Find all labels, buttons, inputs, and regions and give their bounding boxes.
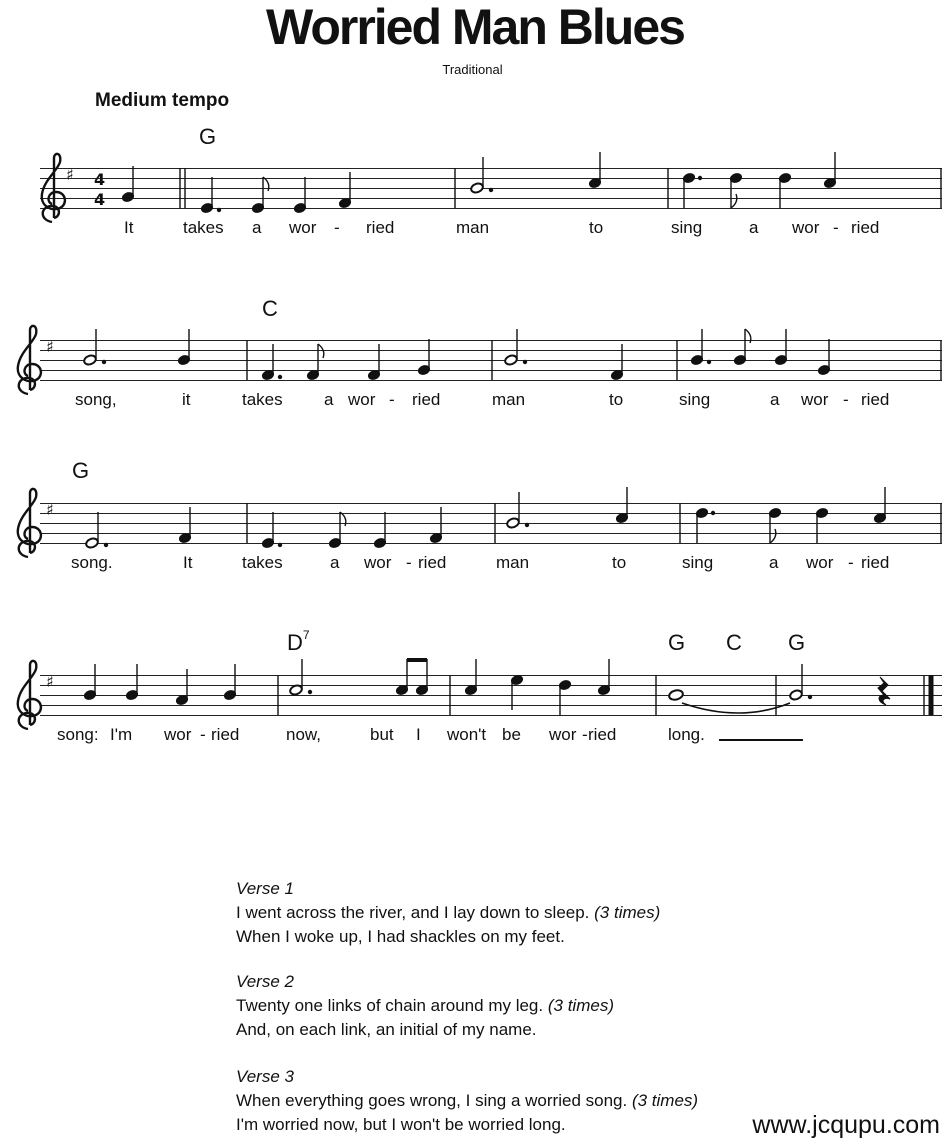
treble-clef-icon xyxy=(42,154,65,222)
lyric-syllable: ried xyxy=(211,725,240,744)
lyric-hyphen: - xyxy=(582,725,588,744)
chord-symbol xyxy=(287,630,310,656)
time-signature-bottom: 4 xyxy=(94,190,106,209)
lyric-syllable: takes xyxy=(242,553,283,572)
lyric-syllable: ried xyxy=(861,390,890,409)
quarter-rest-icon xyxy=(878,677,890,705)
note xyxy=(85,537,99,549)
verse-text: When everything goes wrong, I sing a worried song. xyxy=(236,1091,628,1110)
lyric-hyphen: - xyxy=(406,553,412,572)
verse-text: I'm worried now, but I won't be worried long. xyxy=(236,1115,566,1134)
verse-line xyxy=(236,1113,698,1137)
lyric-line xyxy=(0,390,950,414)
repeat-note: (3 times) xyxy=(631,1091,699,1110)
lyric-syllable: to xyxy=(612,553,627,572)
verse-1 xyxy=(236,877,660,949)
lyric-syllable: sing xyxy=(682,553,714,572)
key-signature-sharp: ♯ xyxy=(66,165,74,184)
lyric-syllable: ried xyxy=(412,390,441,409)
lyric-syllable: long. xyxy=(668,725,705,744)
lyric-syllable: wor xyxy=(364,553,392,572)
lyric-syllable: song, xyxy=(75,390,117,409)
treble-clef-icon xyxy=(18,661,41,729)
verse-2 xyxy=(236,970,614,1042)
key-signature-sharp: ♯ xyxy=(46,500,54,519)
lyric-syllable: wor xyxy=(348,390,376,409)
lyric-syllable: ried xyxy=(861,553,890,572)
lyric-syllable: man xyxy=(456,218,490,237)
verse-line xyxy=(236,994,614,1018)
treble-clef-icon xyxy=(18,489,41,557)
note xyxy=(83,354,97,366)
verse-3 xyxy=(236,1065,698,1137)
lyric-syllable: ried xyxy=(588,725,617,744)
lyric-syllable: now, xyxy=(286,725,321,744)
time-signature-top: 4 xyxy=(94,170,106,189)
note xyxy=(470,182,484,194)
verse-text: Twenty one links of chain around my leg. xyxy=(236,996,544,1015)
repeat-note: (3 times) xyxy=(547,996,614,1015)
note xyxy=(506,517,520,529)
watermark-link[interactable]: www.jcqupu.com xyxy=(752,1111,940,1139)
note xyxy=(668,689,684,701)
lyric-extender-line xyxy=(719,739,803,741)
lyric-syllable: wor xyxy=(289,218,317,237)
lyric-hyphen: - xyxy=(843,390,849,409)
lyric-line xyxy=(0,218,950,242)
lyric-hyphen: - xyxy=(833,218,839,237)
chord-symbol: G xyxy=(788,630,806,655)
lyric-syllable: a xyxy=(330,553,340,572)
lyric-syllable: ried xyxy=(851,218,880,237)
lyric-syllable: I'm xyxy=(110,725,133,744)
verse-line xyxy=(236,1018,614,1042)
verse-line xyxy=(236,925,660,949)
lyric-hyphen: - xyxy=(334,218,340,237)
verse-text: When I woke up, I had shackles on my feet. xyxy=(236,927,565,946)
lyric-syllable: a xyxy=(252,218,262,237)
lyric-syllable: wor xyxy=(164,725,192,744)
repeat-note: (3 times) xyxy=(594,903,661,922)
lyric-syllable: man xyxy=(496,553,530,572)
key-signature-sharp: ♯ xyxy=(46,337,54,356)
chord-symbol: G xyxy=(72,458,90,483)
tie xyxy=(682,703,790,713)
verse-label: Verse 2 xyxy=(236,972,294,991)
verse-text: I went across the river, and I lay down to sleep. xyxy=(236,903,590,922)
chord-symbol: G xyxy=(668,630,686,655)
chord-root: D xyxy=(287,630,303,655)
lyric-syllable: wor xyxy=(806,553,834,572)
lyric-syllable: but xyxy=(370,725,394,744)
lyric-syllable: song. xyxy=(71,553,113,572)
lyric-syllable: sing xyxy=(671,218,703,237)
lyric-syllable: I xyxy=(416,725,421,744)
chord-symbol: G xyxy=(199,124,217,149)
lyric-syllable: It xyxy=(124,218,134,237)
lyric-syllable: to xyxy=(609,390,624,409)
lyric-syllable: wor xyxy=(801,390,829,409)
lyric-syllable: to xyxy=(589,218,604,237)
lyric-syllable: won't xyxy=(447,725,487,744)
verse-line xyxy=(236,1089,698,1113)
lyric-syllable: It xyxy=(183,553,193,572)
lyric-syllable: man xyxy=(492,390,526,409)
key-signature-sharp: ♯ xyxy=(46,672,54,691)
lyric-syllable: ried xyxy=(366,218,395,237)
note xyxy=(789,689,803,701)
song-title: Worried Man Blues xyxy=(266,0,684,55)
lyric-hyphen: - xyxy=(200,725,206,744)
chord-extension: 7 xyxy=(302,628,310,642)
treble-clef-icon xyxy=(18,326,41,394)
lyric-hyphen: - xyxy=(848,553,854,572)
lyric-line xyxy=(0,725,950,749)
verse-label: Verse 1 xyxy=(236,879,294,898)
verse-line xyxy=(236,901,660,925)
lyric-syllable: a xyxy=(769,553,779,572)
lyric-syllable: be xyxy=(502,725,521,744)
lyric-syllable: song: xyxy=(57,725,99,744)
lyric-line xyxy=(0,553,950,577)
composer-credit: Traditional xyxy=(442,62,503,77)
verse-label: Verse 3 xyxy=(236,1067,294,1086)
lyric-syllable: a xyxy=(749,218,759,237)
lyric-syllable: takes xyxy=(242,390,283,409)
tempo-marking: Medium tempo xyxy=(95,90,230,111)
note xyxy=(504,354,518,366)
chord-symbol: C xyxy=(262,296,278,321)
lyric-hyphen: - xyxy=(389,390,395,409)
lyric-syllable: a xyxy=(770,390,780,409)
lyric-syllable: it xyxy=(182,390,191,409)
lyric-syllable: takes xyxy=(183,218,224,237)
lyric-syllable: ried xyxy=(418,553,447,572)
lyric-syllable: wor xyxy=(792,218,820,237)
chord-symbol: C xyxy=(726,630,742,655)
note xyxy=(289,684,303,696)
lyric-syllable: wor xyxy=(549,725,577,744)
verse-text: And, on each link, an initial of my name. xyxy=(236,1020,537,1039)
lyric-syllable: sing xyxy=(679,390,711,409)
lyric-syllable: a xyxy=(324,390,334,409)
